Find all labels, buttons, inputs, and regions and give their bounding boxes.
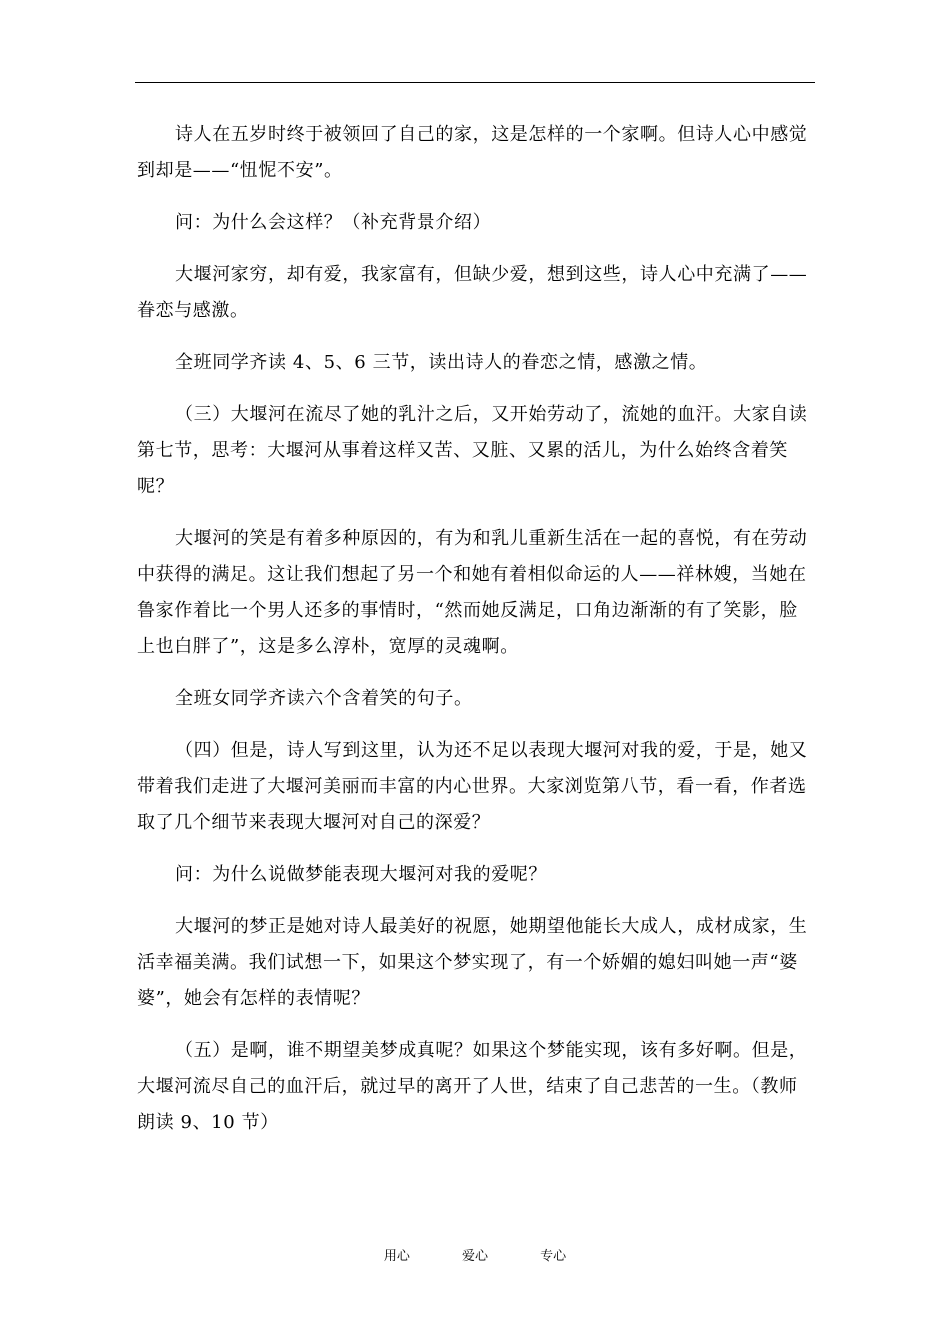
header-rule xyxy=(135,82,815,83)
footer-item: 专心 xyxy=(540,1249,567,1264)
paragraph: 大堰河的梦正是她对诗人最美好的祝愿，她期望他能长大成人，成材成家，生活幸福美满。我们试想一下，如果这个梦实现了，有一个娇媚的媳妇叫她一声“婆婆”，她会有怎样的表情呢？ xyxy=(137,916,808,1009)
footer-item: 爱心 xyxy=(461,1249,488,1264)
paragraph: 全班女同学齐读六个含着笑的句子。 xyxy=(175,688,473,709)
paragraph: 大堰河的笑是有着多种原因的，有为和乳儿重新生活在一起的喜悦，有在劳动中获得的满足。这让我们想起了另一个和她有着相似命运的人——祥林嫂，当她在鲁家作着比一个男人还多的事情时，“然而她反满足，口角边渐渐的有了笑影，脸上也白胖了”，这是多么淳朴，宽厚的灵魂啊。 xyxy=(137,528,808,657)
paragraph: 全班同学齐读 4、5、6 三节，读出诗人的眷恋之情，感激之情。 xyxy=(175,352,708,373)
paragraph: 问：为什么说做梦能表现大堰河对我的爱呢？ xyxy=(175,864,547,885)
paragraph: （五）是啊，谁不期望美梦成真呢？如果这个梦能实现，该有多好啊。但是，大堰河流尽自己的血汗后，就过早的离开了人世，结束了自己悲苦的一生。（教师朗读 9、10 节） xyxy=(137,1040,808,1133)
paragraph: （三）大堰河在流尽了她的乳汁之后，又开始劳动了，流她的血汗。大家自读第七节，思考：大堰河从事着这样又苦、又脏、又累的活儿，为什么始终含着笑呢？ xyxy=(137,404,808,497)
paragraph: 大堰河家穷，却有爱，我家富有，但缺少爱，想到这些，诗人心中充满了——眷恋与感激。 xyxy=(137,264,808,321)
paragraph: （四）但是，诗人写到这里，认为还不足以表现大堰河对我的爱，于是，她又带着我们走进了大堰河美丽而丰富的内心世界。大家浏览第八节，看一看，作者选取了几个细节来表现大堰河对自己的深爱？ xyxy=(137,740,808,833)
document-body xyxy=(137,117,815,1157)
paragraph: 问：为什么会这样？（补充背景介绍） xyxy=(175,212,492,233)
page-footer xyxy=(0,1247,950,1267)
footer-item: 用心 xyxy=(383,1249,410,1264)
paragraph: 诗人在五岁时终于被领回了自己的家，这是怎样的一个家啊。但诗人心中感觉到却是——“忸怩不安”。 xyxy=(137,124,808,181)
